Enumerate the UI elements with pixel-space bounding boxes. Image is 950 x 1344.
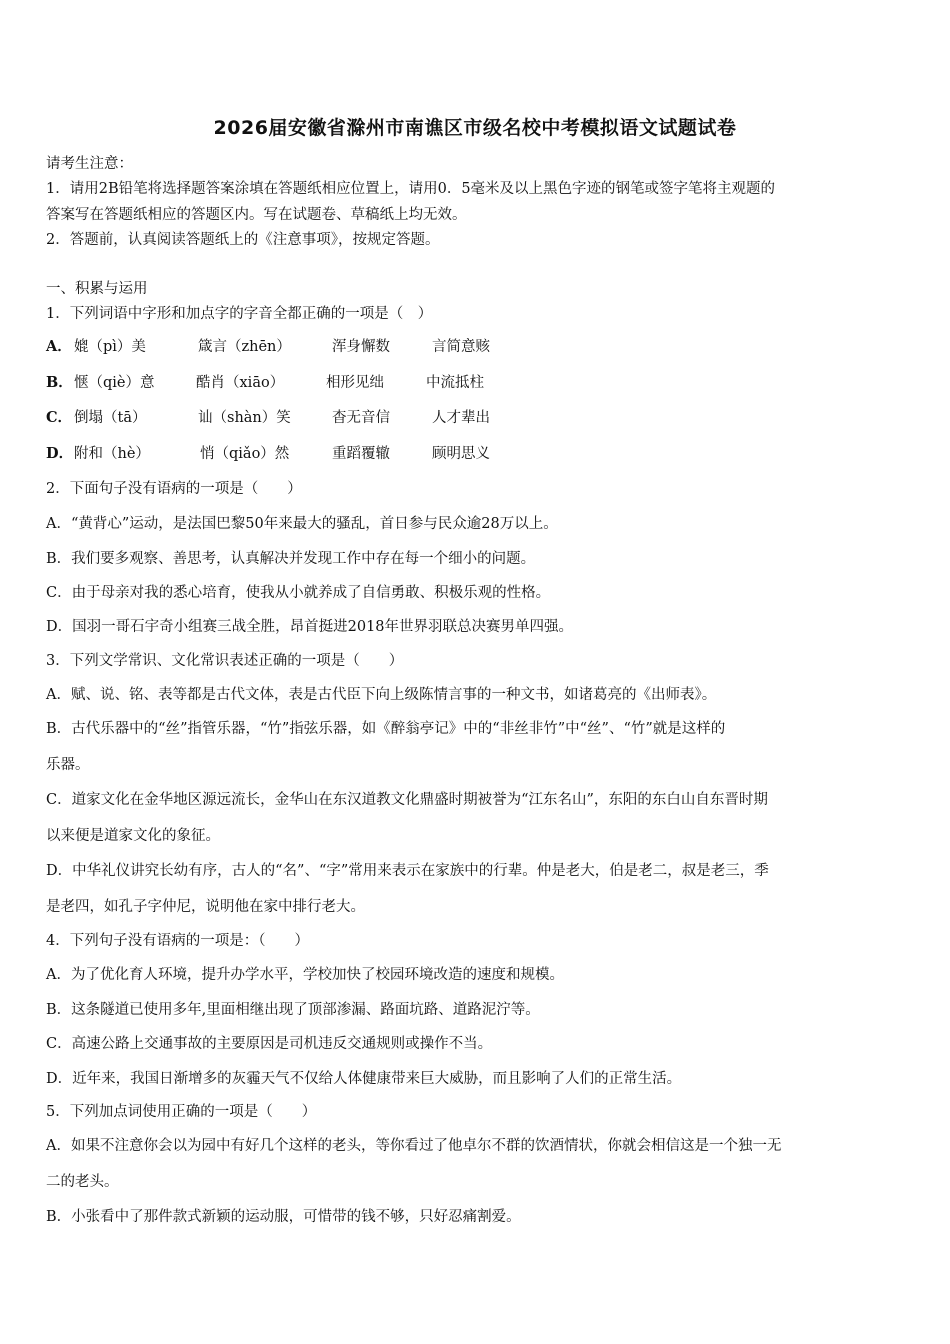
- page-title: 2026届安徽省滁州市南谯区市级名校中考模拟语文试题试卷: [213, 117, 737, 139]
- notice-line-3: 2．答题前，认真阅读答题纸上的《注意事项》，按规定答题。: [46, 232, 440, 248]
- question-3-option-b-line-1: B．古代乐器中的“丝”指管乐器，“竹”指弦乐器，如《醉翁亭记》中的“非丝非竹”中“丝”、“竹”就是这样的: [46, 721, 726, 737]
- option-label: A．: [46, 338, 72, 355]
- option-cell: 顾明思义: [432, 446, 490, 462]
- question-3-option-c-line-2: 以来便是道家文化的象征。: [46, 828, 220, 844]
- question-5-option-b: B．小张看中了那件款式新颖的运动服，可惜带的钱不够，只好忍痛割爱。: [46, 1209, 521, 1225]
- option-cell: 相形见绌: [326, 375, 384, 391]
- option-cell: 讪（shàn）笑: [198, 410, 291, 426]
- option-cell: 酷肖（xiāo）: [196, 375, 285, 391]
- option-cell: 媲（pì）美: [74, 339, 146, 355]
- question-2-option-c: C．由于母亲对我的悉心培育，使我从小就养成了自信勇敢、积极乐观的性格。: [46, 585, 551, 601]
- section-heading: 一、积累与运用: [46, 281, 148, 297]
- option-cell: 附和（hè）: [74, 446, 150, 462]
- notice-line-1: 1．请用2B铅笔将选择题答案涂填在答题纸相应位置上，请用0．5毫米及以上黑色字迹的钢笔或签字笔将主观题的: [46, 181, 776, 197]
- option-cell: 重蹈覆辙: [332, 446, 390, 462]
- notice-line-2: 答案写在答题纸相应的答题区内。写在试题卷、草稿纸上均无效。: [46, 207, 467, 223]
- question-3-option-a: A．赋、说、铭、表等都是古代文体，表是古代臣下向上级陈情言事的一种文书，如诸葛亮的《出师表》。: [46, 687, 717, 703]
- option-cell: 惬（qiè）意: [74, 375, 155, 391]
- option-cell: 人才辈出: [432, 410, 490, 426]
- question-3-option-b-line-2: 乐器。: [46, 757, 90, 773]
- option-cell: 悄（qiǎo）然: [200, 446, 290, 462]
- question-5-option-a-line-2: 二的老头。: [46, 1174, 119, 1190]
- option-cell: 浑身懈数: [332, 339, 390, 355]
- question-5-stem: 5．下列加点词使用正确的一项是（ ）: [46, 1104, 317, 1120]
- option-label: D．: [46, 445, 74, 462]
- option-cell: 杳无音信: [332, 410, 390, 426]
- option-cell: 言简意赅: [432, 339, 490, 355]
- question-4-option-c: C．高速公路上交通事故的主要原因是司机违反交通规则或操作不当。: [46, 1036, 493, 1052]
- question-3-option-d-line-1: D．中华礼仪讲究长幼有序，古人的“名”、“字”常用来表示在家族中的行辈。仲是老大，伯是老二，叔是老三，季: [46, 863, 769, 879]
- question-1-option-a: [46, 335, 490, 356]
- question-2-option-b: B．我们要多观察、善思考，认真解决并发现工作中存在每一个细小的问题。: [46, 551, 536, 567]
- option-label: C．: [46, 409, 73, 426]
- option-label: B．: [46, 374, 73, 391]
- question-4-stem: 4．下列句子没有语病的一项是：（ ）: [46, 933, 309, 949]
- option-cell: 箴言（zhēn）: [198, 339, 291, 355]
- option-cell: 倒塌（tā）: [74, 410, 147, 426]
- question-1-stem: 1．下列词语中字形和加点字的字音全都正确的一项是（ ）: [46, 306, 433, 322]
- question-5-option-a-line-1: A．如果不注意你会以为园中有好几个这样的老头，等你看过了他卓尔不群的饮酒情状，你就会相信这是一个独一无: [46, 1138, 782, 1154]
- question-3-option-d-line-2: 是老四，如孔子字仲尼，说明他在家中排行老大。: [46, 899, 365, 915]
- question-2-option-a: A．“黄背心”运动，是法国巴黎50年来最大的骚乱，首日参与民众逾28万以上。: [46, 516, 558, 532]
- question-3-option-c-line-1: C．道家文化在金华地区源远流长，金华山在东汉道教文化鼎盛时期被誉为“江东名山”，东阳的东白山自东晋时期: [46, 792, 768, 808]
- question-3-stem: 3．下列文学常识、文化常识表述正确的一项是（ ）: [46, 653, 404, 669]
- question-1-option-d: [46, 442, 490, 463]
- notice-heading: 请考生注意：: [46, 156, 133, 172]
- question-4-option-b: B．这条隧道已使用多年,里面相继出现了顶部渗漏、路面坑路、道路泥泞等。: [46, 1002, 540, 1018]
- question-1-option-b: [46, 371, 484, 392]
- question-2-option-d: D．国羽一哥石宇奇小组赛三战全胜，昂首挺进2018年世界羽联总决赛男单四强。: [46, 619, 574, 635]
- question-4-option-d: D．近年来，我国日渐增多的灰霾天气不仅给人体健康带来巨大威胁，而且影响了人们的正常生活。: [46, 1071, 682, 1087]
- question-1-option-c: [46, 406, 490, 427]
- question-2-stem: 2．下面句子没有语病的一项是（ ）: [46, 481, 302, 497]
- option-cell: 中流抵柱: [426, 375, 484, 391]
- question-4-option-a: A．为了优化育人环境，提升办学水平，学校加快了校园环境改造的速度和规模。: [46, 967, 564, 983]
